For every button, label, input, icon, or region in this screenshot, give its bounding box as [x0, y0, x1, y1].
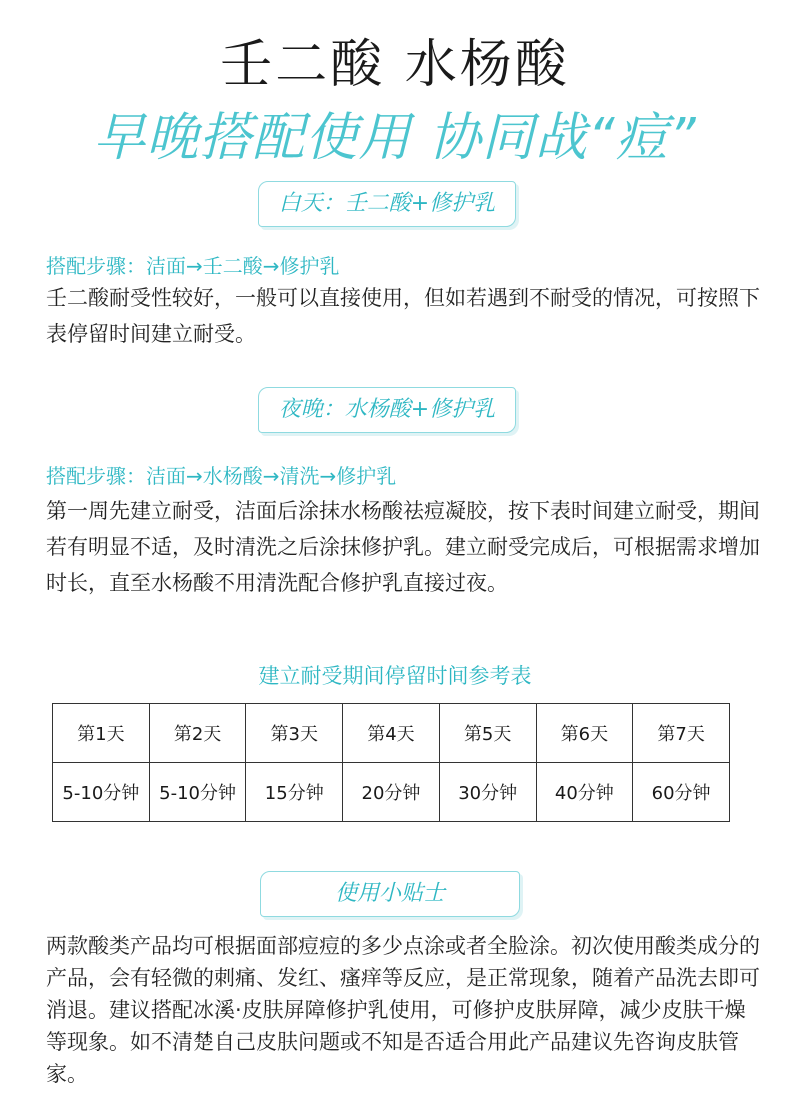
night-steps: 搭配步骤：洁面→水杨酸→清洗→修护乳 — [46, 464, 397, 488]
day-steps: 搭配步骤：洁面→壬二酸→修护乳 — [46, 254, 340, 278]
table-header-cell: 第6天 — [536, 704, 633, 763]
table-cell: 30分钟 — [439, 763, 536, 822]
table-cell: 5-10分钟 — [53, 763, 150, 822]
reference-table — [52, 703, 730, 822]
page-title: 壬二酸 水杨酸 — [220, 35, 570, 95]
table-header-cell: 第2天 — [149, 704, 246, 763]
table-cell: 15分钟 — [246, 763, 343, 822]
night-section-pill: 夜晚：水杨酸+修护乳 — [258, 387, 516, 433]
day-description: 壬二酸耐受性较好，一般可以直接使用，但如若遇到不耐受的情况，可按照下表停留时间建立耐受。 — [46, 286, 760, 346]
tips-description: 两款酸类产品均可根据面部痘痘的多少点涂或者全脸涂。初次使用酸类成分的产品，会有轻微的刺痛、发红、瘙痒等反应，是正常现象，随着产品洗去即可消退。建议搭配冰溪·皮肤屏障修护乳使用，可修护皮肤屏障，减少皮肤干燥等现象。如不清楚自己皮肤问题或不知是否适合用此产品建议先咨询皮肤管家。 — [46, 934, 760, 1086]
table-header-row — [53, 704, 730, 763]
page-subtitle: 早晚搭配使用 协同战“痘” — [93, 108, 697, 168]
table-header-cell: 第3天 — [246, 704, 343, 763]
table-cell: 5-10分钟 — [149, 763, 246, 822]
night-description: 第一周先建立耐受，洁面后涂抹水杨酸祛痘凝胶，按下表时间建立耐受，期间若有明显不适，及时清洗之后涂抹修护乳。建立耐受完成后，可根据需求增加时长，直至水杨酸不用清洗配合修护乳直接过夜。 — [46, 499, 760, 595]
table-header-cell: 第4天 — [343, 704, 440, 763]
table-title: 建立耐受期间停留时间参考表 — [258, 664, 532, 688]
table-header-cell: 第7天 — [633, 704, 730, 763]
table-cell: 40分钟 — [536, 763, 633, 822]
day-section-pill: 白天：壬二酸+修护乳 — [258, 181, 516, 227]
table-header-cell: 第5天 — [439, 704, 536, 763]
table-header-cell: 第1天 — [53, 704, 150, 763]
table-row — [53, 763, 730, 822]
table-cell: 60分钟 — [633, 763, 730, 822]
tips-pill: 使用小贴士 — [260, 871, 520, 917]
table-cell: 20分钟 — [343, 763, 440, 822]
